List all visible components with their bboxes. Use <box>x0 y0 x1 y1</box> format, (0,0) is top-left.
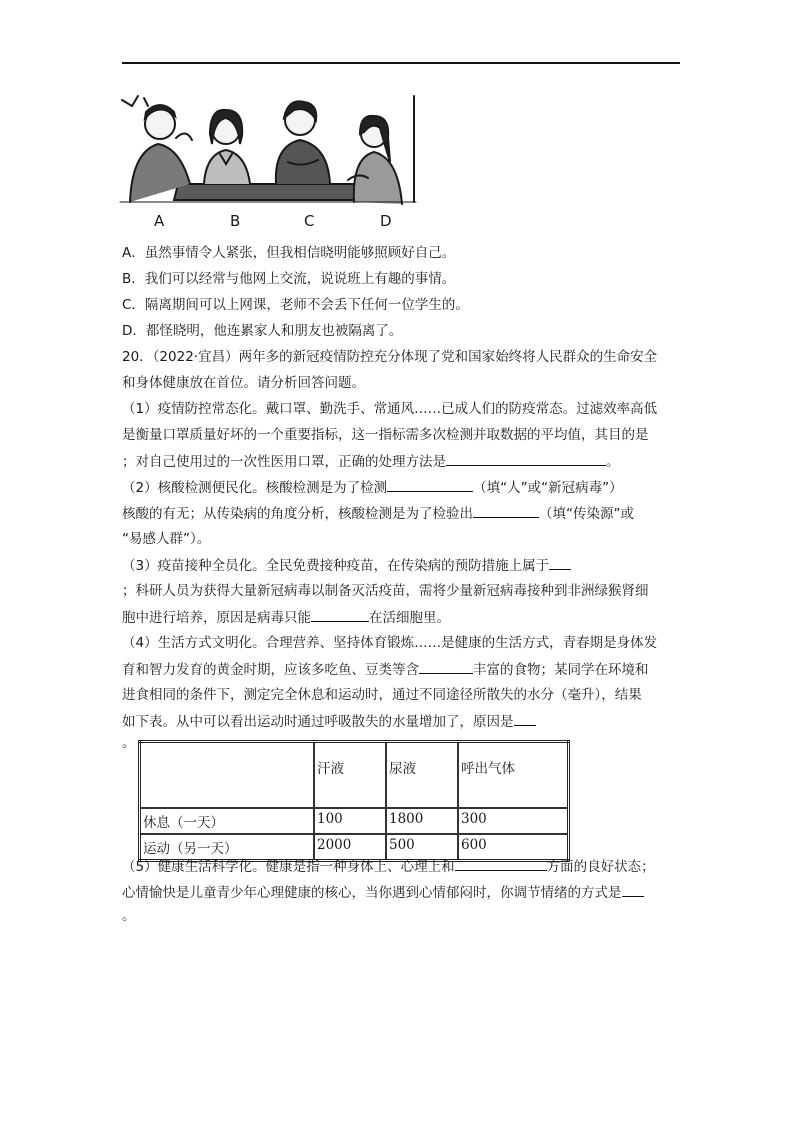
figure-label-a: A <box>154 212 165 230</box>
q20-part5-line1 <box>122 856 655 877</box>
table-row <box>140 808 569 834</box>
table-cell: 600 <box>458 834 569 861</box>
table-cell: 100 <box>314 808 386 834</box>
answer-blank[interactable] <box>455 856 547 871</box>
q20-part1-line2: 是衡量口罩质量好坏的一个重要指标，这一指标需多次检测并取数据的平均值，其目的是 <box>122 427 649 443</box>
q20-part2-line1 <box>122 477 623 498</box>
q20-part4-line3: 进食相同的条件下，测定完全休息和运动时，通过不同途径所散失的水分（毫升），结果 <box>122 687 642 703</box>
q20-title-line1: 20．（2022·宜昌）两年多的新冠疫情防控充分体现了党和国家始终将人民群众的生命安全 <box>122 349 658 365</box>
q20-part3-text-a: （3）疫苗接种全员化。全民免费接种疫苗，在传染病的预防措施上属于 <box>122 558 550 574</box>
answer-blank[interactable] <box>419 659 473 674</box>
table-header-cell: 汗液 <box>314 742 386 809</box>
q20-part4-text-b: 丰富的食物；某同学在环境和 <box>473 662 649 678</box>
q20-part4-text-a: 育和智力发育的黄金时期，应该多吃鱼、豆类等含 <box>122 662 419 678</box>
q20-part2-text-b: （填“人”或“新冠病毒”） <box>473 480 623 496</box>
q20-part3-text-b: 胞中进行培养，原因是病毒只能 <box>122 610 311 626</box>
q20-title-line2: 和身体健康放在首位。请分析回答问题。 <box>122 375 365 391</box>
q20-part5-end: 。 <box>122 908 136 924</box>
table-cell: 2000 <box>314 834 386 861</box>
q20-part5-line2 <box>122 882 644 903</box>
q20-part1-line1: （1）疫情防控常态化。戴口罩、勤洗手、常通风……已成人们的防疫常态。过滤效率高低 <box>122 401 658 417</box>
table-cell: 运动（另一天） <box>140 834 315 861</box>
q20-part4-end: 。 <box>122 735 136 751</box>
q20-part2-line2 <box>122 503 634 524</box>
option-d: D．都怪晓明，他连累家人和朋友也被隔离了。 <box>122 323 403 339</box>
answer-blank[interactable] <box>514 711 536 726</box>
answer-blank[interactable] <box>549 555 571 570</box>
figure-label-d: D <box>380 212 392 230</box>
answer-blank[interactable] <box>311 607 369 622</box>
answer-blank[interactable] <box>446 451 606 466</box>
q20-part3-line3 <box>122 607 450 628</box>
option-c: C．隔离期间可以上网课，老师不会丢下任何一位学生的。 <box>122 297 469 313</box>
table-cell: 休息（一天） <box>140 808 315 834</box>
q20-part3-line2: ；科研人员为获得大量新冠病毒以制备灭活疫苗，需将少量新冠病毒接种到非洲绿猴肾细 <box>122 583 649 599</box>
option-a: A．虽然事情令人紧张，但我相信晓明能够照顾好自己。 <box>122 245 456 261</box>
q20-part1-end: 。 <box>606 454 620 470</box>
q20-part4-text-c: 如下表。从中可以看出运动时通过呼吸散失的水量增加了，原因是 <box>122 714 514 730</box>
q20-part5-text-a: （5）健康生活科学化。健康是指一种身体上、心理上和 <box>122 859 455 875</box>
q20-part3-line1 <box>122 555 571 576</box>
answer-blank[interactable] <box>473 503 539 518</box>
q20-part1-text: ；对自己使用过的一次性医用口罩，正确的处理方法是 <box>122 454 446 470</box>
q20-part2-line3: “易感人群”）。 <box>122 531 211 547</box>
figure-label-b: B <box>230 212 241 230</box>
answer-blank[interactable] <box>387 477 473 492</box>
q20-part4-line4 <box>122 711 536 732</box>
table-cell: 500 <box>386 834 458 861</box>
table-cell: 300 <box>458 808 569 834</box>
q20-part2-text-d: （填“传染源”或 <box>539 506 634 522</box>
header-rule <box>122 62 680 64</box>
water-loss-table <box>138 740 570 862</box>
table-header-cell <box>140 742 315 809</box>
table-cell: 1800 <box>386 808 458 834</box>
figure-label-c: C <box>304 212 315 230</box>
table-header-row <box>140 742 569 809</box>
q20-part2-text-c: 核酸的有无；从传染病的角度分析，核酸检测是为了检验出 <box>122 506 473 522</box>
table-header-cell: 呼出气体 <box>458 742 569 809</box>
answer-blank[interactable] <box>622 882 644 897</box>
option-b: B．我们可以经常与他网上交流，说说班上有趣的事情。 <box>122 271 456 287</box>
q20-part5-text-b: 方面的良好状态； <box>546 859 655 875</box>
q20-part2-text-a: （2）核酸检测便民化。核酸检测是为了检测 <box>122 480 388 496</box>
students-illustration <box>118 92 418 234</box>
q20-part4-line2 <box>122 659 649 680</box>
q20-part3-text-c: 在活细胞里。 <box>369 610 450 626</box>
q20-part1-line3 <box>122 451 620 472</box>
q20-part5-text-c: 心情愉快是儿童青少年心理健康的核心，当你遇到心情郁闷时，你调节情绪的方式是 <box>122 885 622 901</box>
table-header-cell: 尿液 <box>386 742 458 809</box>
q20-part4-line1: （4）生活方式文明化。合理营养、坚持体育锻炼……是健康的生活方式，青春期是身体发 <box>122 635 658 651</box>
